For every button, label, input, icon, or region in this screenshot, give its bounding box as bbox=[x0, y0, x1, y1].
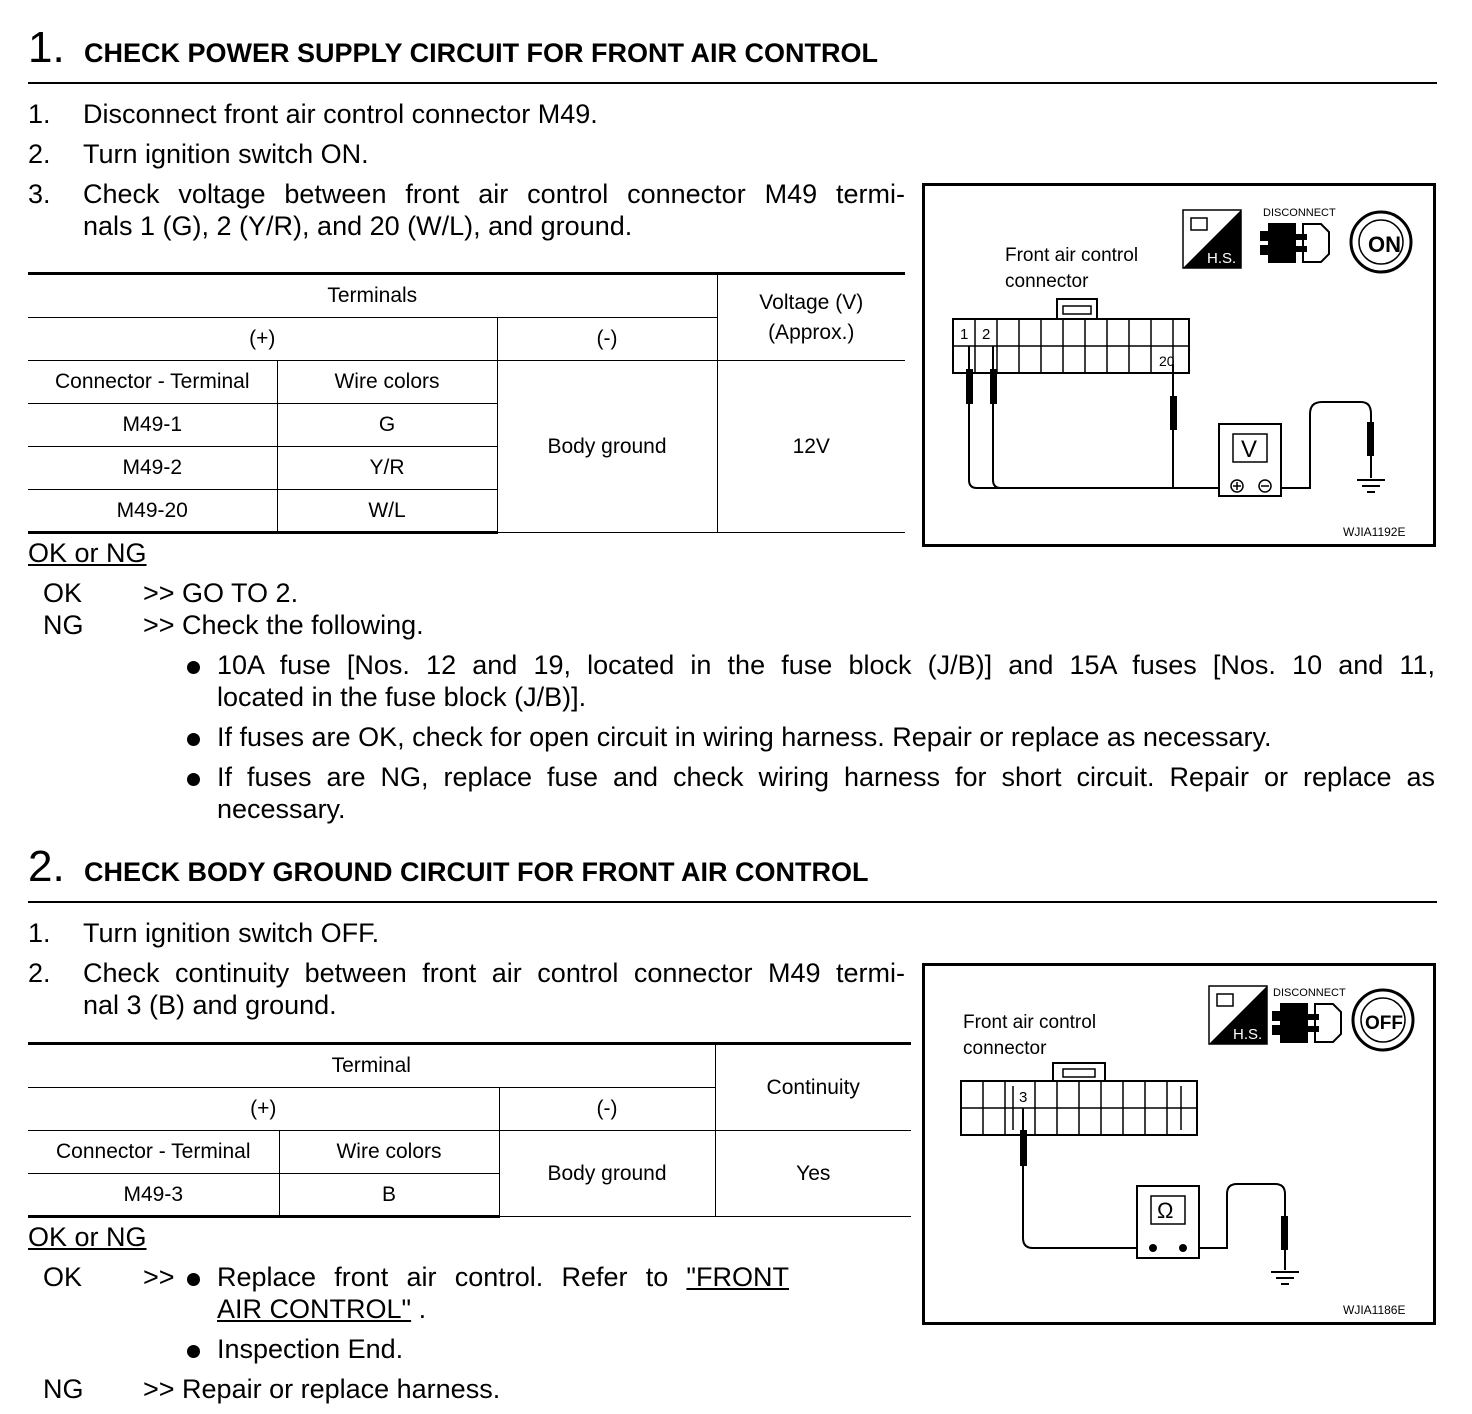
step1-bullet-1-line2: located in the fuse block (J/B)]. bbox=[217, 682, 587, 712]
header-connector-terminal: Connector - Terminal bbox=[28, 1131, 279, 1174]
bullet-dot bbox=[187, 773, 200, 786]
figure-label-line2: connector bbox=[963, 1038, 1047, 1059]
hs-label: H.S. bbox=[1207, 250, 1237, 267]
meter-label: Ω bbox=[1157, 1198, 1174, 1223]
disconnect-label: DISCONNECT bbox=[1263, 207, 1336, 219]
header-wire-colors: Wire colors bbox=[279, 1131, 499, 1174]
connector-icon bbox=[953, 299, 1189, 373]
minus-body-ground: Body ground bbox=[497, 361, 717, 533]
step2-result-heading: OK or NG bbox=[28, 1222, 147, 1252]
disconnect-label: DISCONNECT bbox=[1273, 987, 1346, 999]
step1-ng-label: NG bbox=[43, 610, 84, 640]
ok-bullet-1-after: . bbox=[411, 1294, 427, 1324]
header-voltage-line2: (Approx.) bbox=[768, 320, 855, 344]
front-air-control-link[interactable]: "FRONT bbox=[686, 1262, 789, 1292]
header-connector-terminal: Connector - Terminal bbox=[28, 361, 277, 404]
figure-label-line2: connector bbox=[1005, 271, 1089, 292]
step2-ng-label: NG bbox=[43, 1374, 84, 1404]
harness-side-icon bbox=[1183, 210, 1241, 268]
table-row-terminal: M49-3 bbox=[28, 1174, 279, 1217]
step1-ng-text: >> Check the following. bbox=[143, 610, 424, 640]
probe-1 bbox=[966, 369, 973, 404]
step1-instruction-2: Turn ignition switch ON. bbox=[83, 139, 369, 169]
connector-icon bbox=[961, 1063, 1197, 1135]
header-voltage bbox=[717, 274, 905, 361]
table-row-terminal: M49-1 bbox=[28, 404, 277, 447]
step1-bullet-3-line1: If fuses are NG, replace fuse and check wiring harness for short circuit. Repair or replace as bbox=[217, 762, 1435, 792]
header-minus: (-) bbox=[497, 318, 717, 361]
ground-probe bbox=[1367, 422, 1374, 456]
probe-20 bbox=[1170, 396, 1177, 430]
front-air-control-link-cont[interactable]: AIR CONTROL" bbox=[217, 1294, 412, 1324]
step1-number: 1. bbox=[28, 23, 65, 72]
step2-continuity-table bbox=[28, 1042, 911, 1218]
step2-figure bbox=[922, 963, 1436, 1325]
figure-code: WJIA1186E bbox=[1343, 1303, 1406, 1317]
step2-number: 2. bbox=[28, 842, 65, 891]
step2-ng-text: >> Repair or replace harness. bbox=[143, 1374, 501, 1404]
table-row-wire: W/L bbox=[277, 490, 497, 533]
header-terminals: Terminals bbox=[28, 274, 717, 318]
bullet-dot bbox=[187, 733, 200, 746]
hs-label: H.S. bbox=[1233, 1026, 1263, 1043]
step1-bullet-3-line2: necessary. bbox=[217, 794, 346, 824]
key-off-label: OFF bbox=[1365, 1013, 1403, 1034]
step1-instruction-1-num: 1. bbox=[28, 99, 51, 129]
probe-3 bbox=[1020, 1130, 1027, 1166]
step1-instruction-1: Disconnect front air control connector M49. bbox=[83, 99, 598, 129]
header-voltage-line1: Voltage (V) bbox=[759, 290, 864, 314]
table-row-terminal: M49-20 bbox=[28, 490, 277, 533]
step1-figure bbox=[922, 183, 1436, 547]
header-minus: (-) bbox=[499, 1088, 715, 1131]
step1-instruction-3-num: 3. bbox=[28, 179, 51, 209]
continuity-measurement-diagram bbox=[925, 966, 1433, 1322]
step2-title: CHECK BODY GROUND CIRCUIT FOR FRONT AIR CONTROL bbox=[84, 857, 869, 887]
step1-title-rule bbox=[28, 82, 1437, 84]
disconnect-icon bbox=[1261, 207, 1336, 262]
step2-ok-prefix: >> bbox=[143, 1262, 175, 1292]
header-wire-colors: Wire colors bbox=[277, 361, 497, 404]
voltage-measurement-diagram bbox=[925, 186, 1433, 544]
figure-label-line1: Front air control bbox=[1005, 245, 1139, 266]
table-row-terminal: M49-2 bbox=[28, 447, 277, 490]
table-row-wire: G bbox=[277, 404, 497, 447]
step1-ok-label: OK bbox=[43, 578, 83, 608]
bullet-dot bbox=[187, 1273, 200, 1286]
step1-bullet-2: If fuses are OK, check for open circuit in wiring harness. Repair or replace as necessary. bbox=[217, 722, 1272, 752]
bullet-dot bbox=[187, 1345, 200, 1358]
step1-instruction-3-line1: Check voltage between front air control connector M49 termi- bbox=[83, 179, 905, 209]
step2-ok-bullet-2: Inspection End. bbox=[217, 1334, 404, 1364]
step2-title-rule bbox=[28, 901, 1437, 903]
step2-instruction-1-num: 1. bbox=[28, 918, 51, 948]
step2-instruction-2-line2: nal 3 (B) and ground. bbox=[83, 990, 337, 1020]
harness-side-icon bbox=[1209, 986, 1267, 1044]
figure-label-line1: Front air control bbox=[963, 1012, 1097, 1033]
step2-ok-bullet-1-line1 bbox=[217, 1261, 789, 1293]
step2-instruction-2-line1: Check continuity between front air control connector M49 termi- bbox=[83, 958, 905, 988]
step1-instruction-2-num: 2. bbox=[28, 139, 51, 169]
step2-ok-bullet-1-line2 bbox=[217, 1293, 426, 1325]
table-row-wire: Y/R bbox=[277, 447, 497, 490]
step2-ok-label: OK bbox=[43, 1262, 83, 1292]
table-row-wire: B bbox=[279, 1174, 499, 1217]
step1-result-heading: OK or NG bbox=[28, 538, 147, 568]
ignition-off-icon bbox=[1353, 990, 1413, 1050]
bullet-dot bbox=[187, 661, 200, 674]
step1-voltage-table bbox=[28, 272, 905, 534]
step1-bullet-1-line1: 10A fuse [Nos. 12 and 19, located in the fuse block (J/B)] and 15A fuses [Nos. 10 and 11, bbox=[217, 650, 1435, 680]
header-terminal: Terminal bbox=[28, 1044, 715, 1088]
step1-title: CHECK POWER SUPPLY CIRCUIT FOR FRONT AIR CONTROL bbox=[84, 38, 879, 68]
pin-20-label: 20 bbox=[1159, 353, 1175, 369]
ignition-on-icon bbox=[1351, 212, 1411, 272]
ohmmeter-icon bbox=[1137, 1186, 1199, 1258]
pin-2-label: 2 bbox=[982, 326, 991, 343]
ok-bullet-1-text: Replace front air control. Refer to bbox=[217, 1262, 687, 1292]
step2-instruction-1: Turn ignition switch OFF. bbox=[83, 918, 380, 948]
step1-ok-text: >> GO TO 2. bbox=[143, 578, 299, 608]
voltage-value: 12V bbox=[717, 361, 905, 533]
meter-label: V bbox=[1241, 436, 1258, 463]
step2-instruction-2-num: 2. bbox=[28, 958, 51, 988]
step1-instruction-3-line2: nals 1 (G), 2 (Y/R), and 20 (W/L), and ground. bbox=[83, 211, 633, 241]
continuity-value: Yes bbox=[715, 1131, 911, 1217]
pin-3-label: 3 bbox=[1019, 1089, 1028, 1106]
header-continuity: Continuity bbox=[715, 1044, 911, 1131]
pin-1-label: 1 bbox=[960, 326, 969, 343]
voltmeter-icon bbox=[1219, 424, 1281, 496]
probe-2 bbox=[990, 369, 997, 404]
header-plus: (+) bbox=[28, 318, 497, 361]
disconnect-icon bbox=[1273, 987, 1346, 1042]
key-on-label: ON bbox=[1368, 232, 1401, 257]
minus-body-ground: Body ground bbox=[499, 1131, 715, 1217]
figure-code: WJIA1192E bbox=[1343, 525, 1406, 539]
header-plus: (+) bbox=[28, 1088, 499, 1131]
ground-probe bbox=[1281, 1216, 1288, 1250]
